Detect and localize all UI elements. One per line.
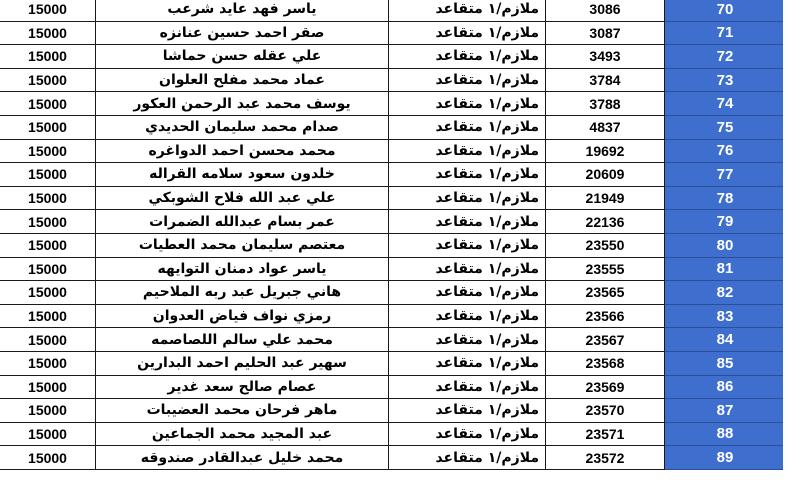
sequence-number-cell: 72	[665, 45, 786, 69]
table-row	[0, 375, 786, 399]
id-number-cell: 3788	[546, 92, 665, 116]
id-number-cell: 22136	[546, 210, 665, 234]
table-row	[0, 163, 786, 187]
id-number-cell: 23555	[546, 257, 665, 281]
sequence-number-cell: 82	[665, 281, 786, 305]
name-cell: عمر بسام عبدالله الضمرات	[96, 210, 389, 234]
name-cell: ياسر فهد عايد شرعب	[96, 0, 389, 21]
name-cell: عماد محمد مفلح العلوان	[96, 68, 389, 92]
amount-cell: 15000	[0, 139, 96, 163]
amount-cell: 15000	[0, 446, 96, 470]
amount-cell: 15000	[0, 0, 96, 21]
table-row	[0, 210, 786, 234]
rank-cell: ملازم/١ متقاعد	[389, 351, 546, 375]
amount-cell: 15000	[0, 304, 96, 328]
id-number-cell: 3493	[546, 45, 665, 69]
table-row	[0, 92, 786, 116]
rank-cell: ملازم/١ متقاعد	[389, 422, 546, 446]
rank-cell: ملازم/١ متقاعد	[389, 115, 546, 139]
rank-cell: ملازم/١ متقاعد	[389, 304, 546, 328]
sequence-number-cell: 73	[665, 68, 786, 92]
table-row	[0, 304, 786, 328]
rank-cell: ملازم/١ متقاعد	[389, 375, 546, 399]
name-cell: صدام محمد سليمان الحديدي	[96, 115, 389, 139]
table-row	[0, 186, 786, 210]
rank-cell: ملازم/١ متقاعد	[389, 139, 546, 163]
rank-cell: ملازم/١ متقاعد	[389, 163, 546, 187]
amount-cell: 15000	[0, 210, 96, 234]
table-row	[0, 281, 786, 305]
amount-cell: 15000	[0, 92, 96, 116]
table-row	[0, 399, 786, 423]
amount-cell: 15000	[0, 233, 96, 257]
sequence-number-cell: 81	[665, 257, 786, 281]
amount-cell: 15000	[0, 422, 96, 446]
amount-cell: 15000	[0, 328, 96, 352]
table-row	[0, 0, 786, 21]
id-number-cell: 23567	[546, 328, 665, 352]
table-row	[0, 351, 786, 375]
name-cell: صقر احمد حسين عنانزه	[96, 21, 389, 45]
id-number-cell: 19692	[546, 139, 665, 163]
id-number-cell: 23550	[546, 233, 665, 257]
amount-cell: 15000	[0, 399, 96, 423]
rank-cell: ملازم/١ متقاعد	[389, 0, 546, 21]
table-row	[0, 446, 786, 470]
name-cell: يوسف محمد عبد الرحمن العكور	[96, 92, 389, 116]
amount-cell: 15000	[0, 257, 96, 281]
rank-cell: ملازم/١ متقاعد	[389, 45, 546, 69]
id-number-cell: 4837	[546, 115, 665, 139]
id-number-cell: 3086	[546, 0, 665, 21]
amount-cell: 15000	[0, 351, 96, 375]
table-row	[0, 233, 786, 257]
name-cell: سهير عبد الحليم احمد البدارين	[96, 351, 389, 375]
rank-cell: ملازم/١ متقاعد	[389, 210, 546, 234]
name-cell: رمزي نواف فياض العدوان	[96, 304, 389, 328]
sequence-number-cell: 84	[665, 328, 786, 352]
rank-cell: ملازم/١ متقاعد	[389, 186, 546, 210]
sequence-number-cell: 80	[665, 233, 786, 257]
amount-cell: 15000	[0, 281, 96, 305]
sequence-number-cell: 74	[665, 92, 786, 116]
rank-cell: ملازم/١ متقاعد	[389, 68, 546, 92]
id-number-cell: 23565	[546, 281, 665, 305]
rank-cell: ملازم/١ متقاعد	[389, 399, 546, 423]
name-cell: خلدون سعود سلامه القراله	[96, 163, 389, 187]
page-right-margin	[783, 0, 800, 500]
sequence-number-cell: 71	[665, 21, 786, 45]
name-cell: هاني جبريل عبد ربه الملاحيم	[96, 281, 389, 305]
name-cell: ماهر فرحان محمد العضيبات	[96, 399, 389, 423]
id-number-cell: 23568	[546, 351, 665, 375]
amount-cell: 15000	[0, 375, 96, 399]
table-row	[0, 422, 786, 446]
table-row	[0, 115, 786, 139]
table-row	[0, 257, 786, 281]
id-number-cell: 23572	[546, 446, 665, 470]
sequence-number-cell: 83	[665, 304, 786, 328]
amount-cell: 15000	[0, 21, 96, 45]
sequence-number-cell: 78	[665, 186, 786, 210]
id-number-cell: 23566	[546, 304, 665, 328]
rank-cell: ملازم/١ متقاعد	[389, 281, 546, 305]
rank-cell: ملازم/١ متقاعد	[389, 92, 546, 116]
name-cell: محمد علي سالم اللصاصمه	[96, 328, 389, 352]
id-number-cell: 23570	[546, 399, 665, 423]
sequence-number-cell: 86	[665, 375, 786, 399]
amount-cell: 15000	[0, 68, 96, 92]
id-number-cell: 23571	[546, 422, 665, 446]
table-row	[0, 21, 786, 45]
amount-cell: 15000	[0, 45, 96, 69]
name-cell: علي عقله حسن حماشا	[96, 45, 389, 69]
table-row	[0, 68, 786, 92]
rank-cell: ملازم/١ متقاعد	[389, 257, 546, 281]
name-cell: علي عبد الله فلاح الشوبكي	[96, 186, 389, 210]
id-number-cell: 3087	[546, 21, 665, 45]
id-number-cell: 23569	[546, 375, 665, 399]
sequence-number-cell: 77	[665, 163, 786, 187]
id-number-cell: 3784	[546, 68, 665, 92]
sequence-number-cell: 88	[665, 422, 786, 446]
table-row	[0, 139, 786, 163]
name-cell: عصام صالح سعد غدير	[96, 375, 389, 399]
id-number-cell: 21949	[546, 186, 665, 210]
name-cell: معتصم سليمان محمد العطيات	[96, 233, 389, 257]
rank-cell: ملازم/١ متقاعد	[389, 328, 546, 352]
sequence-number-cell: 76	[665, 139, 786, 163]
sequence-number-cell: 75	[665, 115, 786, 139]
table-row	[0, 45, 786, 69]
table-row	[0, 328, 786, 352]
amount-cell: 15000	[0, 186, 96, 210]
name-cell: محمد محسن احمد الدواغره	[96, 139, 389, 163]
amount-cell: 15000	[0, 163, 96, 187]
sequence-number-cell: 89	[665, 446, 786, 470]
sequence-number-cell: 70	[665, 0, 786, 21]
rank-cell: ملازم/١ متقاعد	[389, 446, 546, 470]
sequence-number-cell: 87	[665, 399, 786, 423]
id-number-cell: 20609	[546, 163, 665, 187]
sequence-number-cell: 85	[665, 351, 786, 375]
name-cell: ياسر عواد دمنان التوايهه	[96, 257, 389, 281]
rank-cell: ملازم/١ متقاعد	[389, 233, 546, 257]
name-cell: عبد المجيد محمد الجماعين	[96, 422, 389, 446]
rank-cell: ملازم/١ متقاعد	[389, 21, 546, 45]
sequence-number-cell: 79	[665, 210, 786, 234]
name-cell: محمد خليل عبدالقادر صندوقه	[96, 446, 389, 470]
amount-cell: 15000	[0, 115, 96, 139]
